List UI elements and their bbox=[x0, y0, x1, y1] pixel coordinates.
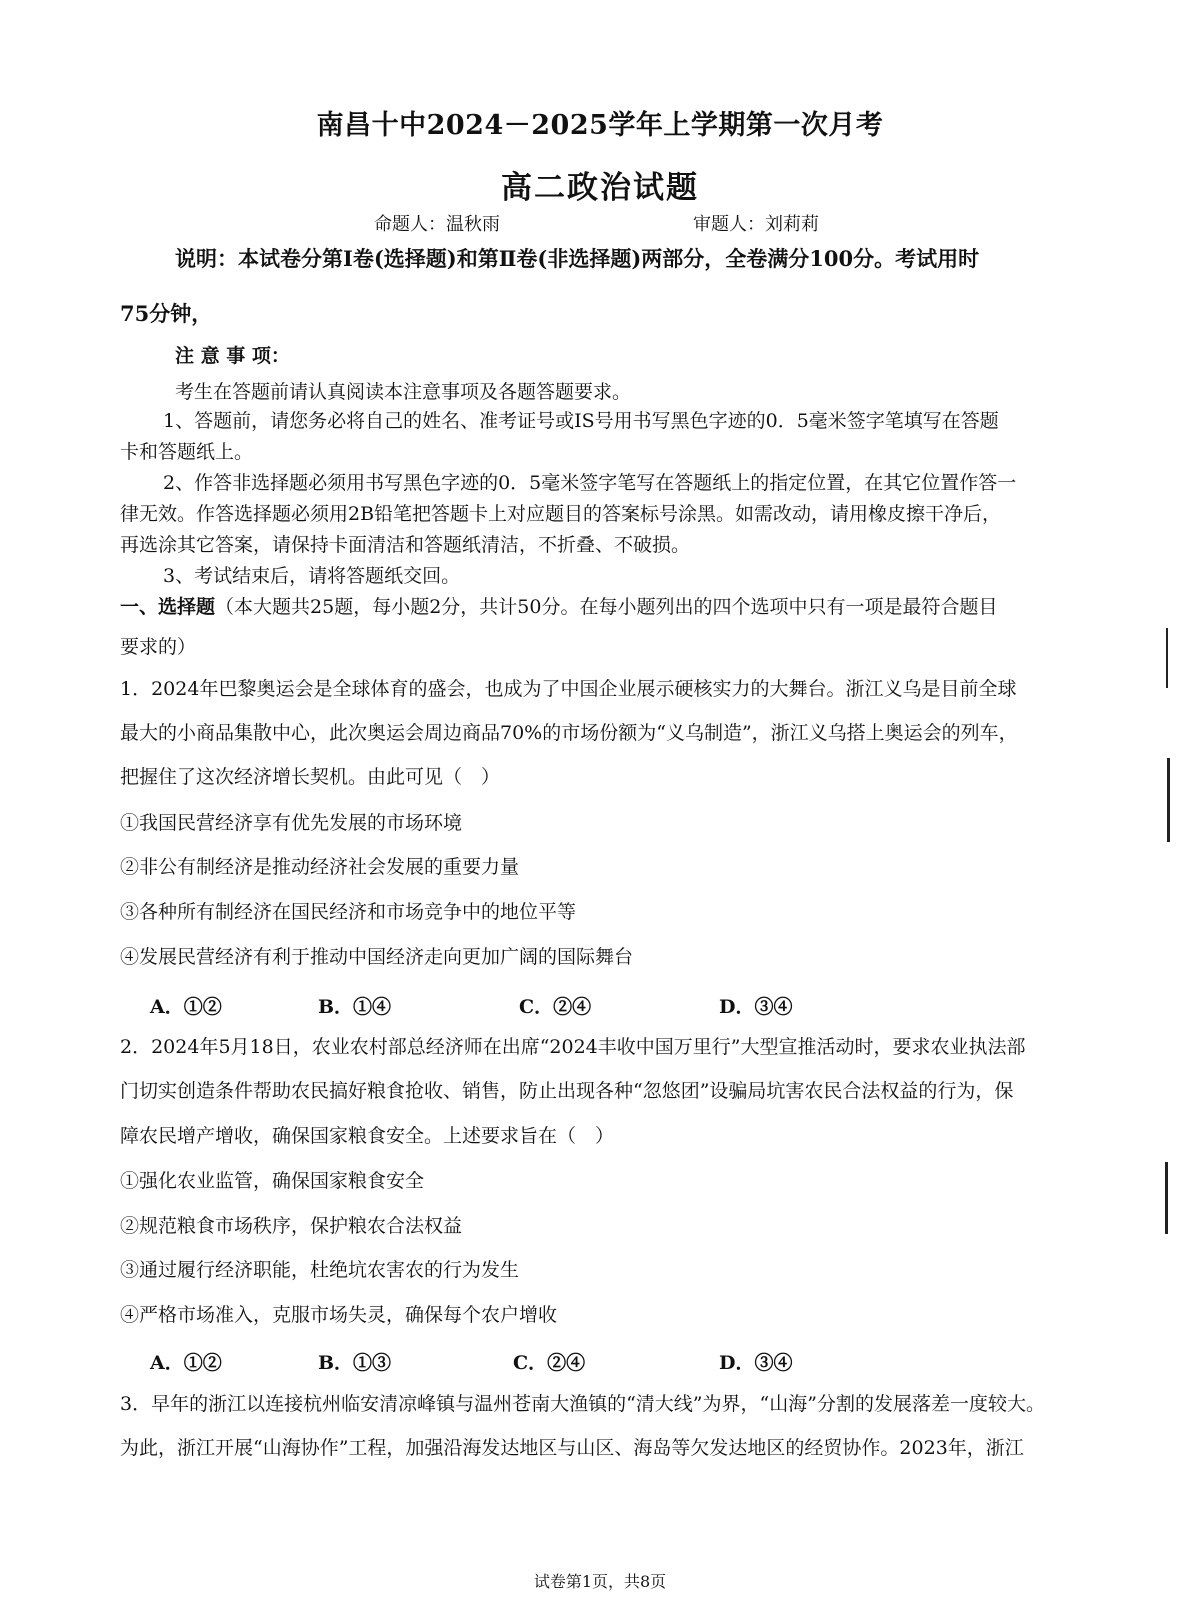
note-1-line-a: 1、答题前，请您务必将自己的姓名、准考证号或IS号用书写黑色字迹的0．5毫米签字笔填写在答题 bbox=[163, 410, 999, 432]
q1-statement-2: ②非公有制经济是推动经济社会发展的重要力量 bbox=[120, 856, 520, 878]
authors-row bbox=[0, 210, 1200, 240]
reviewer-label: 审题人：刘莉莉 bbox=[693, 214, 819, 235]
section-1-header bbox=[120, 596, 1080, 619]
note-1-line-b: 卡和答题纸上。 bbox=[120, 441, 254, 463]
q1-statement-4: ④发展民营经济有利于推动中国经济走向更加广阔的国际舞台 bbox=[120, 946, 634, 968]
q1-stem-b: 最大的小商品集散中心，此次奥运会周边商品70%的市场份额为“义乌制造”，浙江义乌搭上奥运会的列车， bbox=[120, 722, 1018, 744]
q1-stem-c: 把握住了这次经济增长契机。由此可见（ ） bbox=[120, 766, 501, 788]
notes-heading: 注 意 事 项： bbox=[175, 345, 290, 367]
q2-statement-2: ②规范粮食市场秩序，保护粮农合法权益 bbox=[120, 1215, 463, 1237]
q3-stem-a: 3．早年的浙江以连接杭州临安清凉峰镇与温州苍南大渔镇的“清大线”为界，“山海”分割的发展落差一度较大。 bbox=[120, 1393, 1045, 1415]
q2-stem-b: 门切实创造条件帮助农民搞好粮食抢收、销售，防止出现各种“忽悠团”设骗局坑害农民合法权益的行为，保 bbox=[120, 1080, 1014, 1102]
section-description: （本大题共25题，每小题2分，共计50分。在每小题列出的四个选项中只有一项是最符合题目 bbox=[215, 596, 998, 618]
q2-option-b: B．①③ bbox=[318, 1352, 392, 1374]
exam-subtitle: 高二政治试题 bbox=[501, 170, 699, 206]
q2-statement-4: ④严格市场准入，克服市场失灵，确保每个农户增收 bbox=[120, 1304, 558, 1326]
q2-stem-a: 2．2024年5月18日，农业农村部总经济师在出席“2024丰收中国万里行”大型宣推活动时，要求农业执法部 bbox=[120, 1036, 1026, 1058]
scan-artifact-mark bbox=[1165, 1162, 1168, 1234]
section-description-cont: 要求的） bbox=[120, 636, 197, 658]
q2-statement-1: ①强化农业监管，确保国家粮食安全 bbox=[120, 1170, 425, 1192]
intro-line-2: 75分钟， bbox=[120, 301, 213, 326]
q2-option-d: D．③④ bbox=[719, 1352, 793, 1374]
q1-option-c: C．②④ bbox=[519, 996, 592, 1018]
section-heading: 一、选择题 bbox=[120, 596, 216, 618]
note-3: 3、考试结束后，请将答题纸交回。 bbox=[163, 565, 461, 587]
note-2-line-b: 律无效。作答选择题必须用2B铅笔把答题卡上对应题目的答案标号涂黑。如需改动，请用橡皮擦干净后， bbox=[120, 503, 1002, 525]
setter-label: 命题人：温秋雨 bbox=[374, 214, 500, 235]
intro-line-1: 说明：本试卷分第Ⅰ卷(选择题)和第Ⅱ卷(非选择题)两部分，全卷满分100分。考试用时 bbox=[175, 246, 980, 271]
exam-title: 南昌十中2024－2025学年上学期第一次月考 bbox=[316, 110, 884, 141]
note-2-line-a: 2、作答非选择题必须用书写黑色字迹的0．5毫米签字笔写在答题纸上的指定位置，在其它位置作答一 bbox=[163, 472, 1017, 494]
q2-stem-c: 障农民增产增收，确保国家粮食安全。上述要求旨在（ ） bbox=[120, 1125, 615, 1147]
q1-statement-1: ①我国民营经济享有优先发展的市场环境 bbox=[120, 812, 463, 834]
note-2-line-c: 再选涂其它答案，请保持卡面清洁和答题纸清洁，不折叠、不破损。 bbox=[120, 534, 691, 556]
scan-artifact-mark bbox=[1166, 628, 1168, 688]
q1-option-b: B．①④ bbox=[318, 996, 392, 1018]
q2-statement-3: ③通过履行经济职能，杜绝坑农害农的行为发生 bbox=[120, 1259, 520, 1281]
q2-option-a: A．①② bbox=[150, 1352, 222, 1374]
q1-statement-3: ③各种所有制经济在国民经济和市场竞争中的地位平等 bbox=[120, 901, 577, 923]
q2-option-c: C．②④ bbox=[513, 1352, 586, 1374]
scan-artifact-mark bbox=[1167, 758, 1170, 842]
q3-stem-b: 为此，浙江开展“山海协作”工程，加强沿海发达地区与山区、海岛等欠发达地区的经贸协作。2023年，浙江 bbox=[120, 1437, 1024, 1459]
notes-lead: 考生在答题前请认真阅读本注意事项及各题答题要求。 bbox=[175, 381, 632, 403]
q1-stem-a: 1．2024年巴黎奥运会是全球体育的盛会，也成为了中国企业展示硬核实力的大舞台。浙江义乌是目前全球 bbox=[120, 678, 1017, 700]
page-footer: 试卷第1页，共8页 bbox=[533, 1572, 667, 1591]
q1-option-d: D．③④ bbox=[719, 996, 793, 1018]
q1-option-a: A．①② bbox=[150, 996, 222, 1018]
